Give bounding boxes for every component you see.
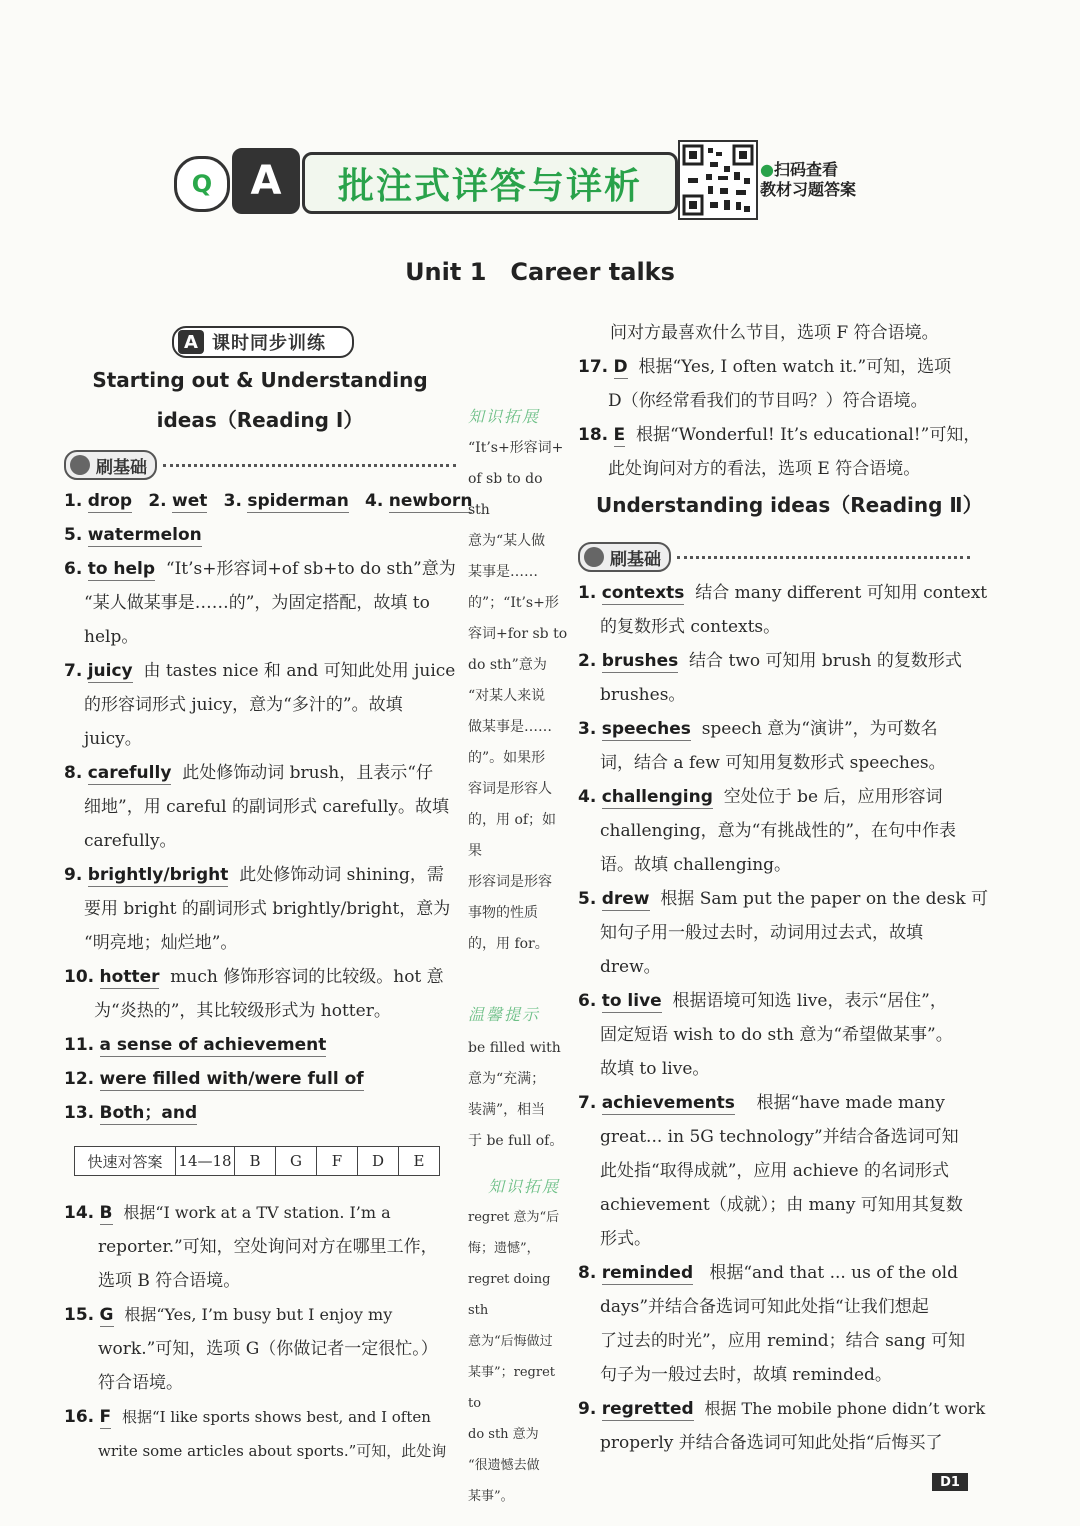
answer-item: 8. reminded 根据“and that ... us of the old (578, 1263, 958, 1283)
answer-item: 18. E 根据“Wonderful! It’s educational!”可知， (578, 425, 981, 445)
explanation-line: properly 并结合备选词可知此处指“后悔买了 (600, 1433, 943, 1453)
explanation-line: achievement（成就）；由 many 可知用其复数 (600, 1195, 963, 1215)
note-body: “It’s+形容词+ of sb to do sth 意为“某人做 某事是…… 的”；“It’s+形 容词+for sb to do sth”意为 “对某人来说 做某事是…… 的”。如果形 容词是形容人 的，用 of；如果 形容词是形容 事物的性质 的，用 for。 (468, 440, 568, 952)
explanation-line: 了过去的时光”，应用 remind；结合 sang 可知 (600, 1331, 966, 1351)
answer-item: 16. F 根据“I like sports shows best, and I often (64, 1407, 431, 1427)
quick-answer-label: 快速对答案 (75, 1147, 176, 1175)
explanation-line: great... in 5G technology”并结合备选词可知 (600, 1127, 959, 1147)
note-heading: 知识拓展 (488, 1177, 561, 1196)
answer-item: 14. B 根据“I work at a TV station. I’m a (64, 1203, 391, 1223)
answer-item: 4. challenging 空处位于 be 后，应用形容词 (578, 787, 943, 807)
answer-item: 12. were filled with/were full of (64, 1069, 364, 1089)
answer-item: 5. drew 根据 Sam put the paper on the desk 可 (578, 889, 989, 909)
answer-item: 7. achievements 根据“have made many (578, 1093, 945, 1113)
qr-caption: ●扫码查看 教材习题答案 (760, 160, 857, 199)
answer-row: 1. drop 2. wet 3. spiderman 4. newborn (64, 491, 473, 511)
quick-answer-range: 14—18 (176, 1147, 235, 1175)
page-number: D1 (932, 1473, 968, 1491)
right-column-lower (578, 576, 989, 1460)
explanation-line: drew。 (600, 957, 661, 977)
explanation-line: 细地”，用 careful 的副词形式 carefully。故填 (84, 797, 449, 817)
explanation-line: brushes。 (600, 685, 686, 705)
section-title-left-1: Starting out & Understanding (92, 368, 428, 392)
explanation-line: 此处指“取得成就”，应用 achieve 的名词形式 (600, 1161, 949, 1181)
explanation-line: 要用 bright 的副词形式 brightly/bright，意为 (84, 899, 451, 919)
quick-answer-cell: B (235, 1147, 276, 1175)
explanation-line: write some articles about sports.”可知，此处询 (98, 1442, 447, 1460)
answer-item: 10. hotter much 修饰形容词的比较级。hot 意 (64, 967, 444, 987)
banner-title: 批注式详答与详析 (337, 165, 642, 207)
explanation-line: help。 (84, 627, 139, 647)
explanation-line: 符合语境。 (98, 1373, 183, 1393)
quick-answer-cell: F (317, 1147, 358, 1175)
answer-item: 8. carefully 此处修饰动词 brush，且表示“仔 (64, 763, 433, 783)
explanation-line: 形式。 (600, 1229, 651, 1249)
answer-item: 2. brushes 结合 two 可知用 brush 的复数形式 (578, 651, 962, 671)
explanation-line: D（你经常看我们的节目吗？）符合语境。 (608, 391, 928, 411)
explanation-line: 句子为一般过去时，故填 reminded。 (600, 1365, 892, 1385)
explanation-line: work.”可知，选项 G（你做记者一定很忙。） (98, 1339, 438, 1359)
note-heading: 知识拓展 (468, 407, 541, 426)
explanation-line: “明亮地；灿烂地”。 (84, 933, 238, 953)
note-body: regret 意为“后 悔；遗憾”， regret doing sth 意为“后悔做过 某事”；regret to do sth 意为 “很遗憾去做 某事”。 (468, 1210, 560, 1504)
answer-item: 1. contexts 结合 many different 可知用 context (578, 583, 988, 603)
unit-title: Unit 1 Career talks (405, 258, 675, 286)
explanation-line: 选项 B 符合语境。 (98, 1271, 241, 1291)
answer-item: 9. regretted 根据 The mobile phone didn’t work (578, 1399, 986, 1419)
brush-divider-right (578, 542, 970, 572)
explanation-line: 词，结合 a few 可知用复数形式 speeches。 (600, 753, 946, 773)
section-badge (172, 326, 354, 358)
brush-label: 刷基础 (578, 542, 671, 572)
explanation-line: 语。故填 challenging。 (600, 855, 792, 875)
explanation-line: 固定短语 wish to do sth 意为“希望做某事”。 (600, 1025, 953, 1045)
explanation-line: challenging，意为“有挑战性的”，在句中作表 (600, 821, 957, 841)
explanation-line: 为“炎热的”，其比较级形式为 hotter。 (94, 1001, 391, 1021)
explanation-line: 知句子用一般过去时，动词用过去式，故填 (600, 923, 923, 943)
section-title-left-2: ideas（Reading Ⅰ） (156, 408, 364, 432)
explanation-line: carefully。 (84, 831, 177, 851)
note-heading: 温馨提示 (468, 1005, 541, 1024)
brush-divider-left (64, 450, 456, 480)
explanation-line: 此处询问对方的看法，选项 E 符合语境。 (608, 459, 921, 479)
header-banner (170, 122, 870, 222)
answer-item: 6. to live 根据语境可知选 live，表示“居住”， (578, 991, 947, 1011)
answer-item: 17. D 根据“Yes, I often watch it.”可知，选项 (578, 357, 952, 377)
note-body: be filled with 意为“充满； 装满”，相当 于 be full of。 (468, 1040, 564, 1149)
a-bubble: A (232, 148, 300, 214)
note-knowledge-1 (468, 404, 572, 960)
explanation-line: juicy。 (84, 729, 142, 749)
q-bubble: Q (174, 156, 230, 212)
scan-icon: ● (760, 160, 774, 179)
qr-code-icon[interactable] (678, 140, 758, 220)
badge-text: 课时同步训练 (212, 333, 326, 354)
answer-item: 6. to help “It’s+形容词+of sb+to do sth”意为 (64, 559, 456, 579)
note-knowledge-2 (488, 1174, 576, 1197)
answer-row: 5. watermelon (64, 525, 202, 545)
explanation-line: 问对方最喜欢什么节目，选项 F 符合语境。 (610, 323, 939, 343)
answer-item: 7. juicy 由 tastes nice 和 and 可知此处用 juice (64, 661, 456, 681)
quick-answer-cell: E (413, 1152, 425, 1170)
quick-answer-cell: G (276, 1147, 317, 1175)
banner-title-box (302, 152, 678, 214)
brush-label: 刷基础 (64, 450, 157, 480)
explanation-line: days”并结合备选词可知此处指“让我们想起 (600, 1297, 929, 1317)
quick-answer-table (74, 1146, 440, 1176)
explanation-line: 的形容词形式 juicy，意为“多汁的”。故填 (84, 695, 403, 715)
left-column (64, 484, 473, 1130)
explanation-line: 的复数形式 contexts。 (600, 617, 781, 637)
explanation-line: reporter.”可知，空处询问对方在哪里工作， (98, 1237, 438, 1257)
quick-answer-cell: D (358, 1147, 399, 1175)
explanation-line: 故填 to live。 (600, 1059, 710, 1079)
section-title-right: Understanding ideas（Reading Ⅱ） (596, 493, 983, 517)
badge-letter: A (178, 330, 204, 354)
answer-item: 9. brightly/bright 此处修饰动词 shining，需 (64, 865, 444, 885)
answer-item: 13. Both；and (64, 1103, 198, 1123)
answer-item: 11. a sense of achievement (64, 1035, 327, 1055)
left-column-lower (64, 1196, 464, 1468)
explanation-line: “某人做某事是……的”，为固定搭配，故填 to (84, 593, 430, 613)
right-column (578, 316, 983, 524)
answer-item: 3. speeches speech 意为“演讲”，为可数名 (578, 719, 938, 739)
answer-item: 15. G 根据“Yes, I’m busy but I enjoy my (64, 1305, 393, 1325)
note-tip (468, 1002, 572, 1157)
note-body-3 (468, 1202, 572, 1512)
